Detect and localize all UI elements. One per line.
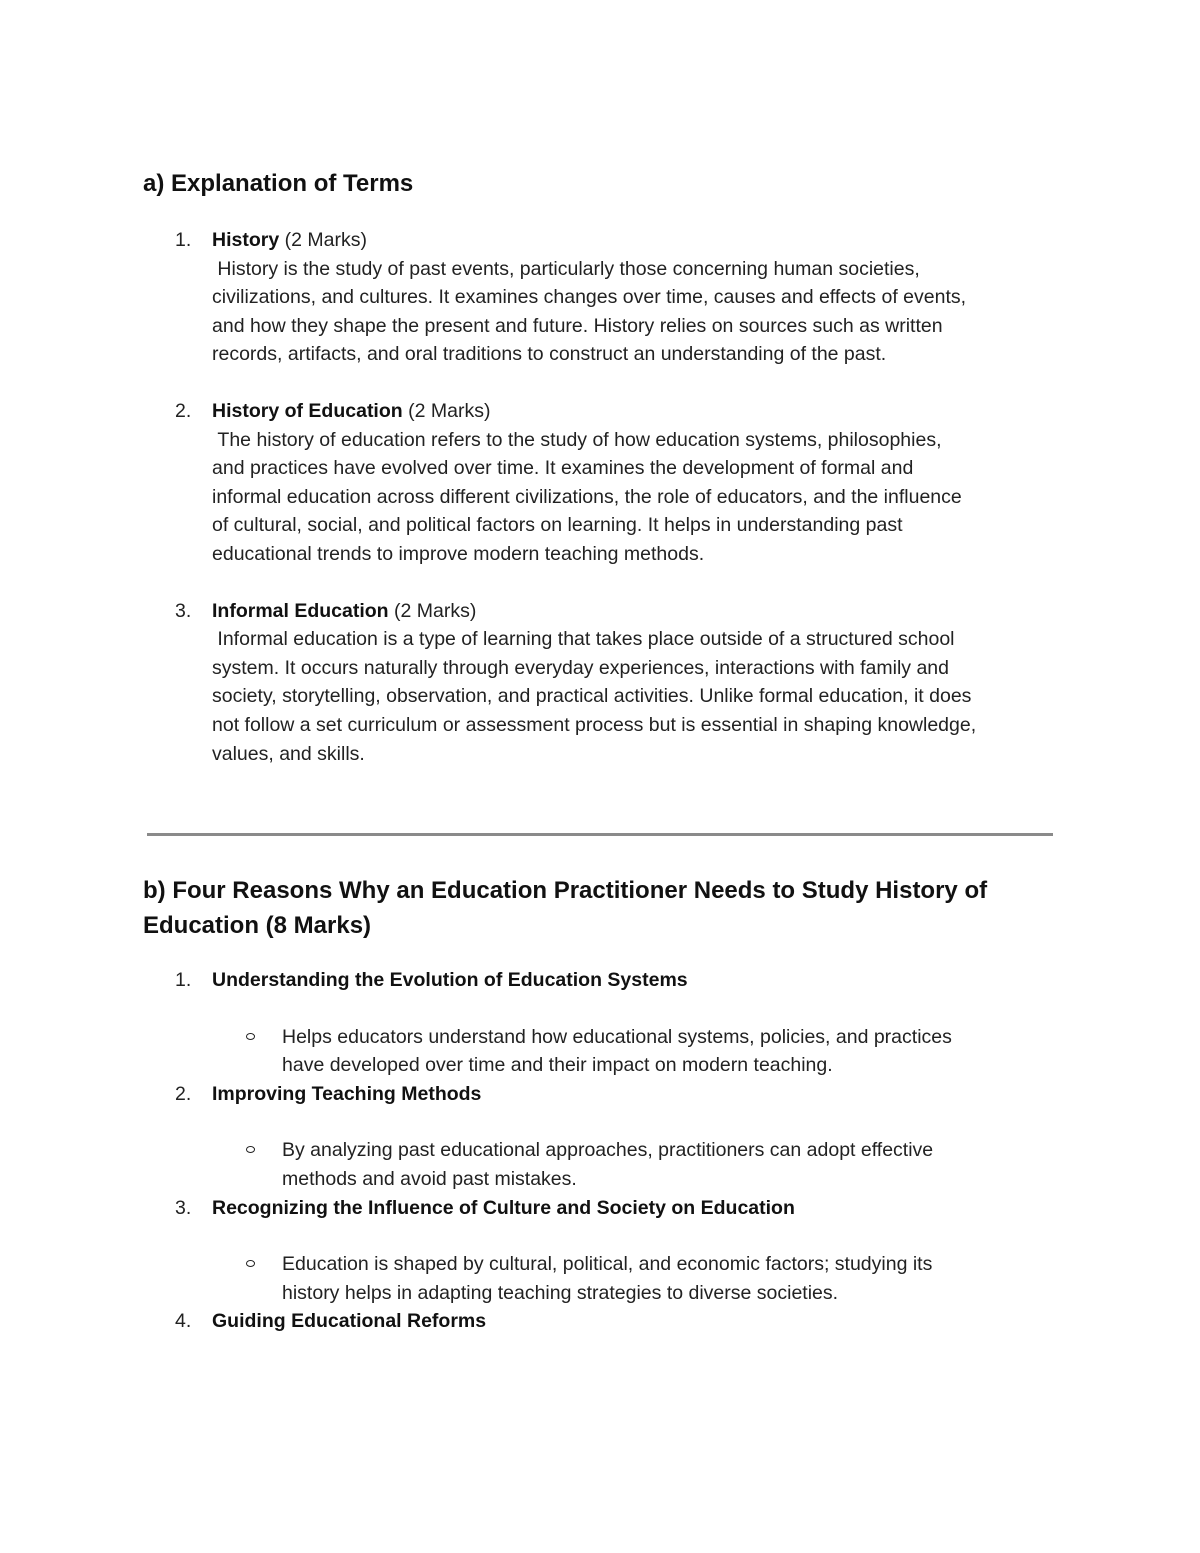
reason-sublist (212, 1250, 1073, 1307)
reasons-list (143, 966, 1073, 1336)
list-number: 1. (175, 969, 192, 991)
term-name: History of Education (212, 399, 403, 422)
list-number: 2. (175, 1082, 192, 1105)
list-number: 2. (175, 399, 192, 422)
term-definition: Informal education is a type of learning that takes place outside of a structured school system. It occurs naturally through everyday experiences, interactions with family and society, storytelling, observation, and practical activities. Unlike formal education, it does not follow a set curriculum or assessment process but is essential in shaping knowledge, values, and skills. (212, 628, 977, 765)
reason-detail-item (212, 1136, 1073, 1193)
terms-list (143, 226, 1073, 796)
term-definition: History is the study of past events, particularly those concerning human societies, civilizations, and cultures. It examines changes over time, causes and effects of events, and how they shape the present and future. History relies on sources such as written records, artifacts, and oral traditions to construct an understanding of the past. (212, 257, 967, 366)
reason-title: Recognizing the Influence of Culture and Society on Education (212, 1196, 795, 1219)
reason-sublist (212, 1136, 1073, 1193)
reason-item (143, 1080, 1073, 1194)
term-name: History (212, 229, 280, 251)
reason-item (143, 1307, 1073, 1336)
hollow-bullet-icon (246, 1033, 255, 1040)
term-name: Informal Education (212, 599, 389, 622)
list-number: 3. (175, 1196, 192, 1219)
reason-title: Guiding Educational Reforms (212, 1310, 487, 1333)
horizontal-divider (147, 833, 1053, 836)
reason-detail-item (212, 1250, 1073, 1307)
term-item-history-of-education (143, 397, 1073, 569)
reason-title: Improving Teaching Methods (212, 1082, 482, 1105)
reason-detail: Education is shaped by cultural, political, and economic factors; studying its history helps in adapting teaching strategies to diverse societies. (282, 1253, 933, 1304)
reason-item (143, 966, 1073, 1080)
list-number: 1. (175, 229, 192, 251)
section-a-heading: a) Explanation of Terms (143, 170, 414, 197)
reason-item (143, 1194, 1073, 1308)
term-item-informal-education (143, 597, 1073, 769)
hollow-bullet-icon (246, 1146, 255, 1153)
hollow-bullet-icon (246, 1260, 255, 1267)
reason-detail: By analyzing past educational approaches, practitioners can adopt effective methods and avoid past mistakes. (282, 1139, 934, 1190)
term-item-history (143, 226, 1073, 369)
term-definition: The history of education refers to the study of how education systems, philosophies, and practices have evolved over time. It examines the development of formal and informal education across different civilizations, the role of educators, and the influence of cultural, social, and political factors on learning. It helps in understanding past educational trends to improve modern teaching methods. (212, 428, 962, 565)
reason-sublist (212, 1023, 1073, 1080)
list-number: 4. (175, 1310, 192, 1333)
section-b-heading: b) Four Reasons Why an Education Practitioner Needs to Study History of Education (8 Marks) (143, 877, 988, 939)
reason-detail-item (212, 1023, 1073, 1080)
reason-title: Understanding the Evolution of Education Systems (212, 969, 688, 991)
reason-detail: Helps educators understand how educational systems, policies, and practices have developed over time and their impact on modern teaching. (282, 1025, 952, 1077)
term-marks: (2 Marks) (279, 229, 367, 251)
term-marks: (2 Marks) (402, 399, 491, 422)
list-number: 3. (175, 599, 192, 622)
term-marks: (2 Marks) (388, 599, 477, 622)
